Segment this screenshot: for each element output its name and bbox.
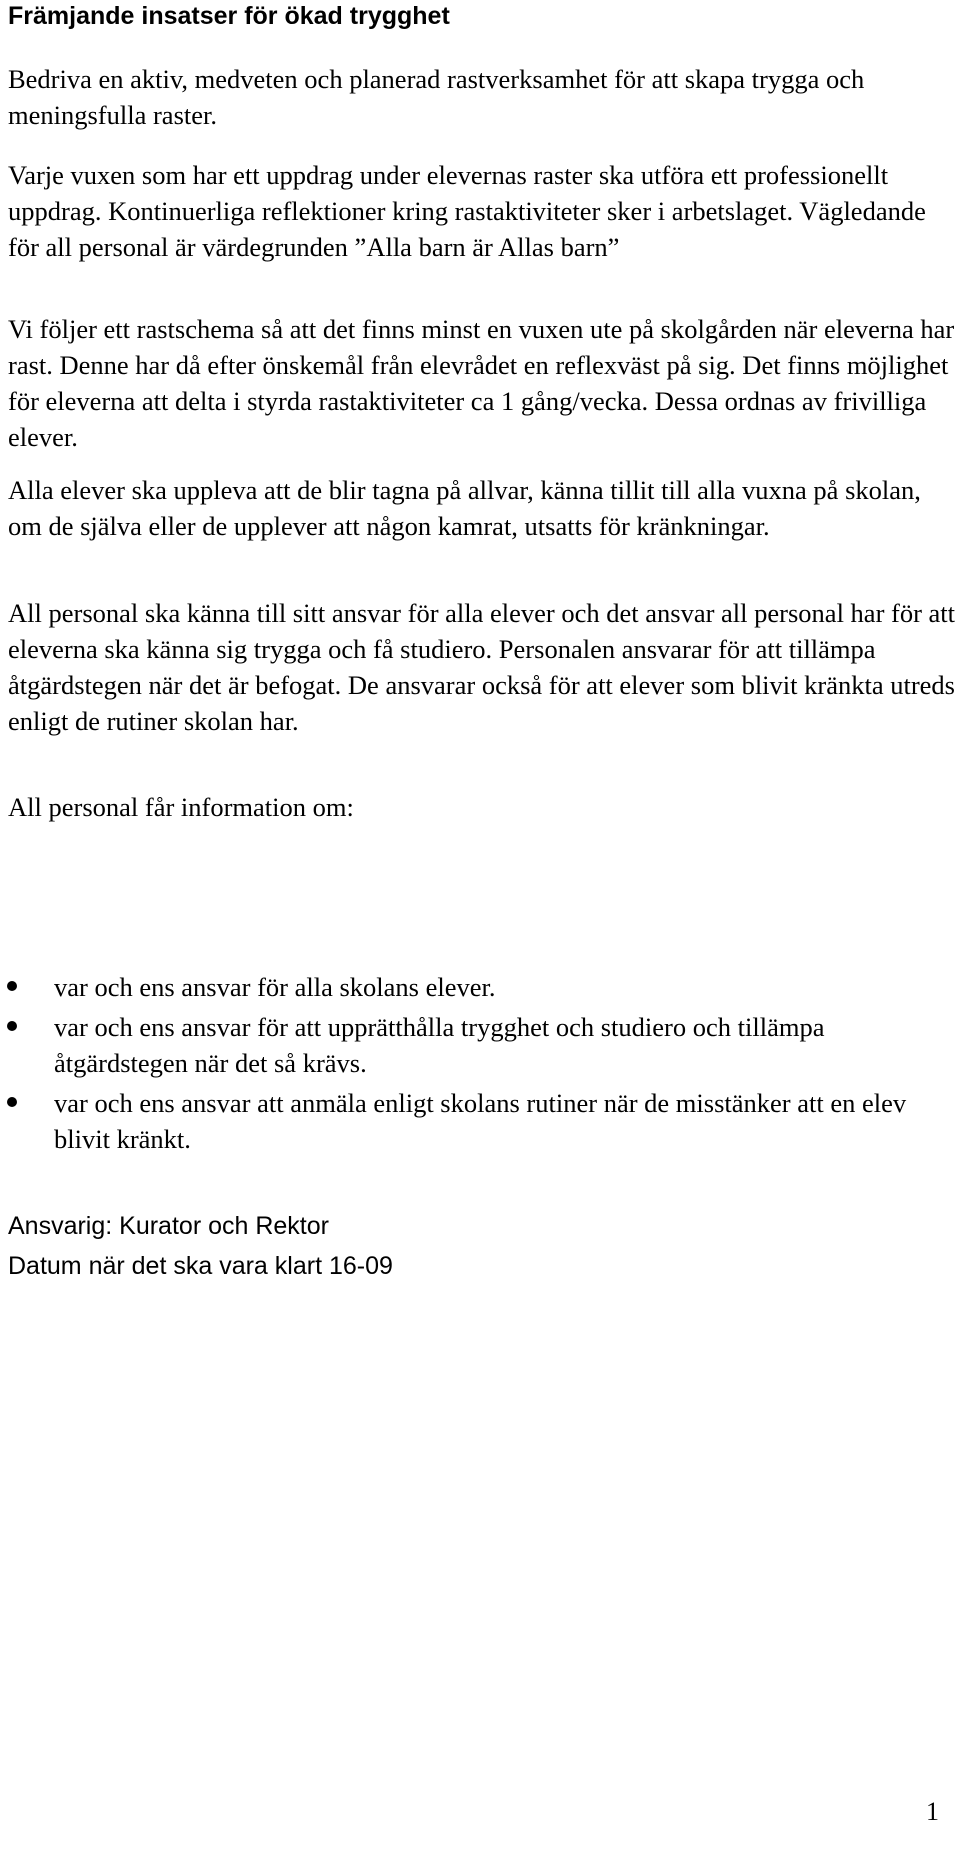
list-item-text: var och ens ansvar för att upprätthålla trygghet och studiero och tillämpa åtgärdstegen när det så krävs. xyxy=(54,1012,825,1078)
section-heading: Främjande insatser för ökad trygghet xyxy=(8,2,450,30)
paragraph-rastschema: Vi följer ett rastschema så att det finns minst en vuxen ute på skolgården när eleverna har rast. Denne har då efter önskemål från elevrådet en reflexväst på sig. Det finns möjlighet för eleverna att delta i styrda rastaktiviteter ca 1 gång/vecka. Dessa ordnas av frivilliga elever. xyxy=(8,314,955,452)
list-item-text: var och ens ansvar att anmäla enligt skolans rutiner när de misstänker att en elev blivit kränkt. xyxy=(54,1088,907,1154)
bullet-icon xyxy=(7,1097,17,1107)
paragraph-personal-ansvar: All personal ska känna till sitt ansvar för alla elever och det ansvar all personal har för att eleverna ska känna sig trygga och få studiero. Personalen ansvarar för att tillämpa åtgärdstegen när det är befogat. De ansvarar också för att elever som blivit kränkta utreds enligt de rutiner skolan har. xyxy=(8,598,956,736)
bullet-icon xyxy=(7,1021,17,1031)
information-bullet-list xyxy=(0,969,955,1157)
deadline-line: Datum när det ska vara klart 16-09 xyxy=(8,1252,393,1280)
bullet-icon xyxy=(7,981,17,991)
responsible-line: Ansvarig: Kurator och Rektor xyxy=(8,1212,329,1240)
list-item-text: var och ens ansvar för alla skolans elever. xyxy=(54,972,496,1002)
list-item xyxy=(0,969,955,1005)
paragraph-information-intro: All personal får information om: xyxy=(8,792,354,822)
list-item xyxy=(0,1009,955,1081)
paragraph-vuxen-uppdrag: Varje vuxen som har ett uppdrag under elevernas raster ska utföra ett professionellt uppdrag. Kontinuerliga reflektioner kring rastaktiviteter sker i arbetslaget. Vägledande för all personal är värdegrunden ”Alla barn är Allas barn” xyxy=(8,160,926,262)
list-item xyxy=(0,1085,955,1157)
paragraph-rastverksamhet: Bedriva en aktiv, medveten och planerad rastverksamhet för att skapa trygga och meningsfulla raster. xyxy=(8,64,865,130)
paragraph-elever-trygghet: Alla elever ska uppleva att de blir tagna på allvar, känna tillit till alla vuxna på skolan, om de själva eller de upplever att någon kamrat, utsatts för kränkningar. xyxy=(8,475,921,541)
page-number: 1 xyxy=(926,1797,939,1826)
